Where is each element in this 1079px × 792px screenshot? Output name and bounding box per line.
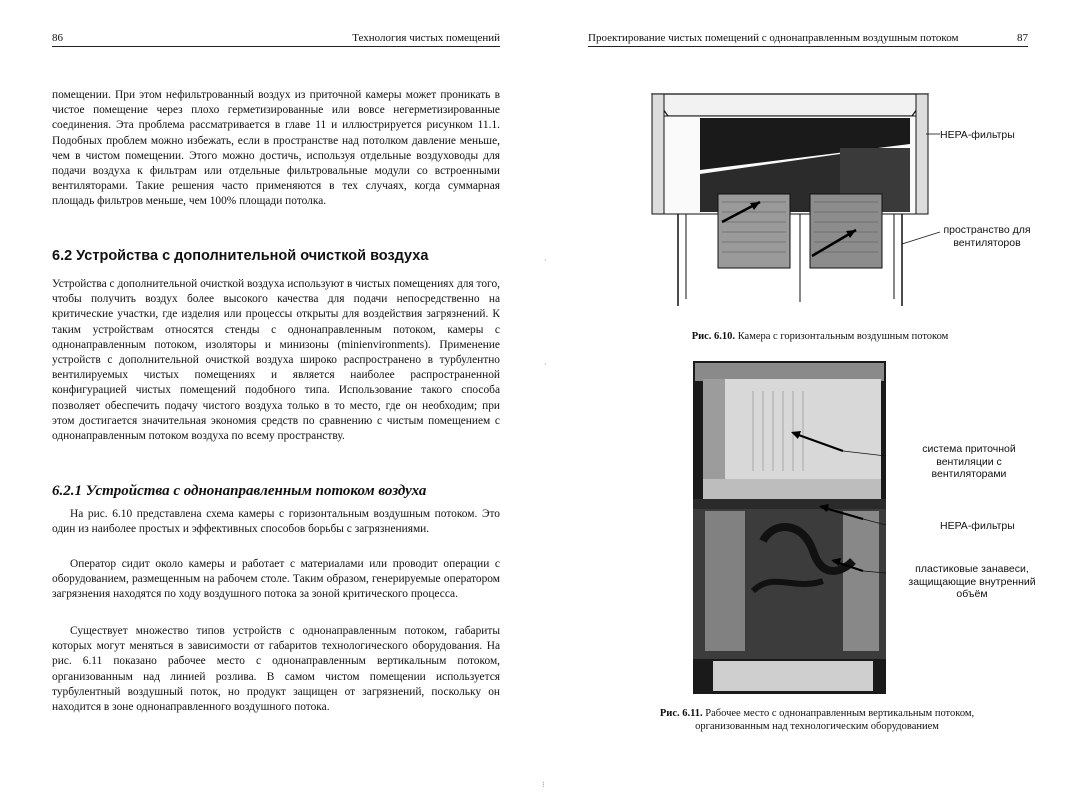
callout-supply-ventilation: система приточной вентиляции с вентиляторами [922,443,1016,480]
figure-6-10-caption-text: Камера с горизонтальным воздушным потоком [737,331,949,342]
figure-6-10-caption-number: Рис. 6.10. [691,331,736,342]
page-number-right: 87 [1017,32,1028,44]
figure-6-11-caption [632,707,1002,733]
horizontal-flow-cabinet-illustration [640,84,940,324]
section-paragraph: Устройства с дополнительной очисткой воздуха используют в чистых помещениях для того, чтобы получить воздух более высокого качества для подачи непосредственно на критические участки, где изделия или процессы открыты для воздействия загрязнений. К таким устройствам относятся стенды с однонаправленным потоком, камеры с однонаправленным потоком, изоляторы и минизоны (minienvironments). Применение устройств с дополнительной очисткой воздуха широко распространено в турбулентно вентилируемых чистых помещениях и является наиболее распространенной конфигурацией чистых помещений подобного типа. Использование такого способа позволяет обеспечить подачу чистого воздуха только в то место, где он необходим; при этом достигается значительная экономия средств по сравнению с чистым помещением с однонаправленным потоком воздуха по всему пространству. [52,278,500,443]
intro-paragraph: помещении. При этом нефильтрованный воздух из приточной камеры может проникать в чистое помещение через плохо герметизированные или вовсе негерметизированные соединения. Эта проблема рассматривается в главе 11 и иллюстрируется рисунком 11.1. Подобных проблем можно избежать, если в пространстве над потолком давление меньше, чем в чистом помещении. Этого можно достичь, используя отдельные воздуховоды для подачи воздуха к фильтрам или отдельные фильтровальные модули со встроенными вентиляторами. Такие решения часто применяются в тех случаях, когда суммарная площадь фильтров меньше, чем 100% площади потолка. [52,89,500,208]
body-paragraph-1: На рис. 6.10 представлена схема камеры с горизонтальным воздушным потоком. Это один из наиболее простых и эффективных способов борьбы с загрязнениями. [52,508,500,536]
gutter-mark: · [544,360,547,369]
running-header-left [52,32,500,47]
callout-fan-space: пространство для вентиляторов [943,224,1031,249]
figure-6-10-caption [640,330,1000,343]
running-header-right [588,32,1028,47]
body-paragraph-3: Существует множество типов устройств с однонаправленным потоком, габариты которых могут меняться в зависимости от габаритов технологического оборудования. На рис. 6.11 показано рабочее место с однонаправленным вертикальным потоком, организованным над линией розлива. В самом чистом помещении используется турбулентный воздушный поток, но продукт защищен от загрязнений, поскольку он находится в зоне однонаправленного воздушного потока. [52,625,500,714]
callout-hepa-filters-2: HEPA-фильтры [940,520,1015,532]
subsection-heading: 6.2.1 Устройства с однонаправленным потоком воздуха [52,483,427,499]
running-title-left: Технология чистых помещений [352,32,500,44]
figure-6-10-drawing [640,84,940,324]
page-number-left: 86 [52,32,63,44]
callout-plastic-curtains: пластиковые занавеси, защищающие внутренний объём [908,563,1036,600]
running-title-right: Проектирование чистых помещений с однонаправленным воздушным потоком [588,32,959,44]
callout-hepa-filters-1: HEPA-фильтры [940,129,1015,141]
figure-6-11-photo [693,361,886,694]
vertical-flow-workstation-photo [693,361,886,694]
gutter-mark: ⁝ [542,780,545,789]
section-heading: 6.2 Устройства с дополнительной очисткой воздуха [52,248,429,264]
figure-6-11-caption-number: Рис. 6.11. [659,708,703,719]
figure-6-11-caption-text: Рабочее место с однонаправленным вертикальным потоком, организованным над технологическим оборудованием [695,708,975,732]
right-page [540,0,1079,792]
gutter-mark: · [544,256,547,265]
body-paragraph-2: Оператор сидит около камеры и работает с материалами или проводит операции с оборудованием, размещенным на рабочем столе. Таким образом, генерируемые оператором загрязнения находятся по ходу воздушного потока за зоной критического процесса. [52,558,500,601]
